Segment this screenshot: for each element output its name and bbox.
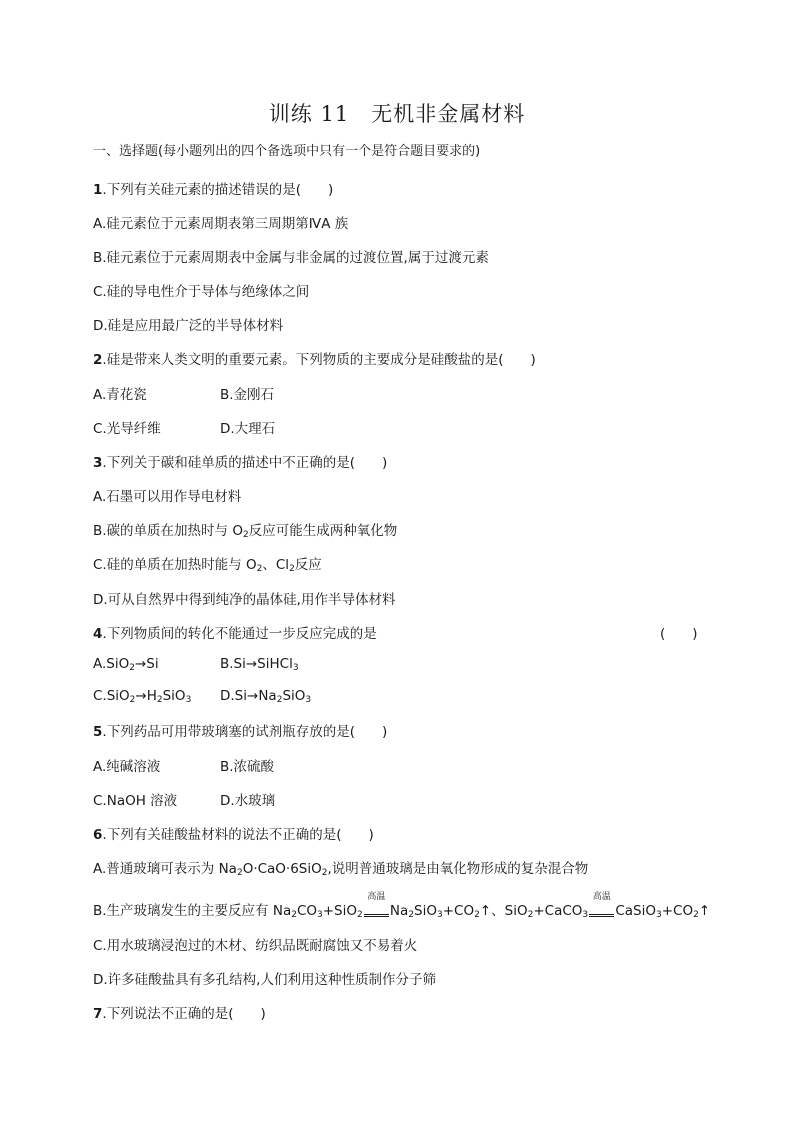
question-2-stem: 2.硅是带来人类文明的重要元素。下列物质的主要成分是硅酸盐的是( ) [93,352,536,368]
question-5-option-c: C.NaOH 溶液 [93,793,178,809]
section-heading: 一、选择题(每小题列出的四个备选项中只有一个是符合题目要求的) [93,144,481,159]
question-3-option-c: C.硅的单质在加热时能与 $O_2$、$Cl_2$反应 [93,557,322,574]
question-6-option-b: B.生产玻璃发生的主要反应有 $Na_2CO_3+SiO_2$ 高温 $Na_2SiO_3+CO_2↑$、SiO$_2$+CaCO$_3$ 高温 $CaSiO_3+CO_2↑$ [93,892,711,920]
question-1-option-d: D.硅是应用最广泛的半导体材料 [93,318,284,334]
question-5-option-b: B.浓硫酸 [220,759,275,775]
question-2-option-c: C.光导纤维 [93,421,161,437]
question-4-option-b: B.Si→SiHCl$_3$ [220,656,299,673]
question-4-stem: 4.下列物质间的转化不能通过一步反应完成的是 [93,626,377,642]
question-5-stem: 5.下列药品可用带玻璃塞的试剂瓶存放的是( ) [93,724,388,740]
question-2-option-b: B.金刚石 [220,387,275,403]
question-1-option-b: B.硅元素位于元素周期表中金属与非金属的过渡位置,属于过渡元素 [93,250,489,266]
question-5-option-d: D.水玻璃 [220,793,276,809]
question-4-option-d: $D.Si\to Na_2SiO_3$ [220,688,312,705]
question-6-option-c: C.用水玻璃浸泡过的木材、纺织品既耐腐蚀又不易着火 [93,938,418,954]
question-4-option-c: $C.SiO_2\to H_2SiO_3$ [93,688,192,705]
reaction-condition-arrow: 高温 [364,904,389,917]
question-4-option-a: A.SiO$_2$→Si [93,656,159,673]
question-6-option-a: A.普通玻璃可表示为 $Na_2O\cdot CaO\cdot 6SiO_2$,说明普通玻璃是由氧化物形成的复杂混合物 [93,861,589,878]
question-2-option-a: A.青花瓷 [93,387,147,403]
question-3-stem: 3.下列关于碳和硅单质的描述中不正确的是( ) [93,455,388,471]
reaction-condition-arrow: 高温 [589,904,614,917]
question-2-option-d: D.大理石 [220,421,276,437]
question-6-option-d: D.许多硅酸盐具有多孔结构,人们利用这种性质制作分子筛 [93,972,436,988]
page-title: 训练 11 无机非金属材料 [268,102,526,126]
question-3-option-b: B.碳的单质在加热时与 $O_2$反应可能生成两种氧化物 [93,523,398,540]
question-5-option-a: A.纯碱溶液 [93,759,161,775]
question-1-option-c: C.硅的导电性介于导体与绝缘体之间 [93,284,310,300]
question-4-answer-paren: ( ) [660,626,698,642]
question-6-stem: 6.下列有关硅酸盐材料的说法不正确的是( ) [93,827,374,843]
question-1-stem: 1.下列有关硅元素的描述错误的是( ) [93,182,334,198]
question-3-option-d: D.可从自然界中得到纯净的晶体硅,用作半导体材料 [93,592,396,608]
question-1-option-a: A.硅元素位于元素周期表第三周期第ⅣA 族 [93,216,349,232]
question-3-option-a: A.石墨可以用作导电材料 [93,489,242,505]
question-7-stem: 7.下列说法不正确的是( ) [93,1006,266,1022]
